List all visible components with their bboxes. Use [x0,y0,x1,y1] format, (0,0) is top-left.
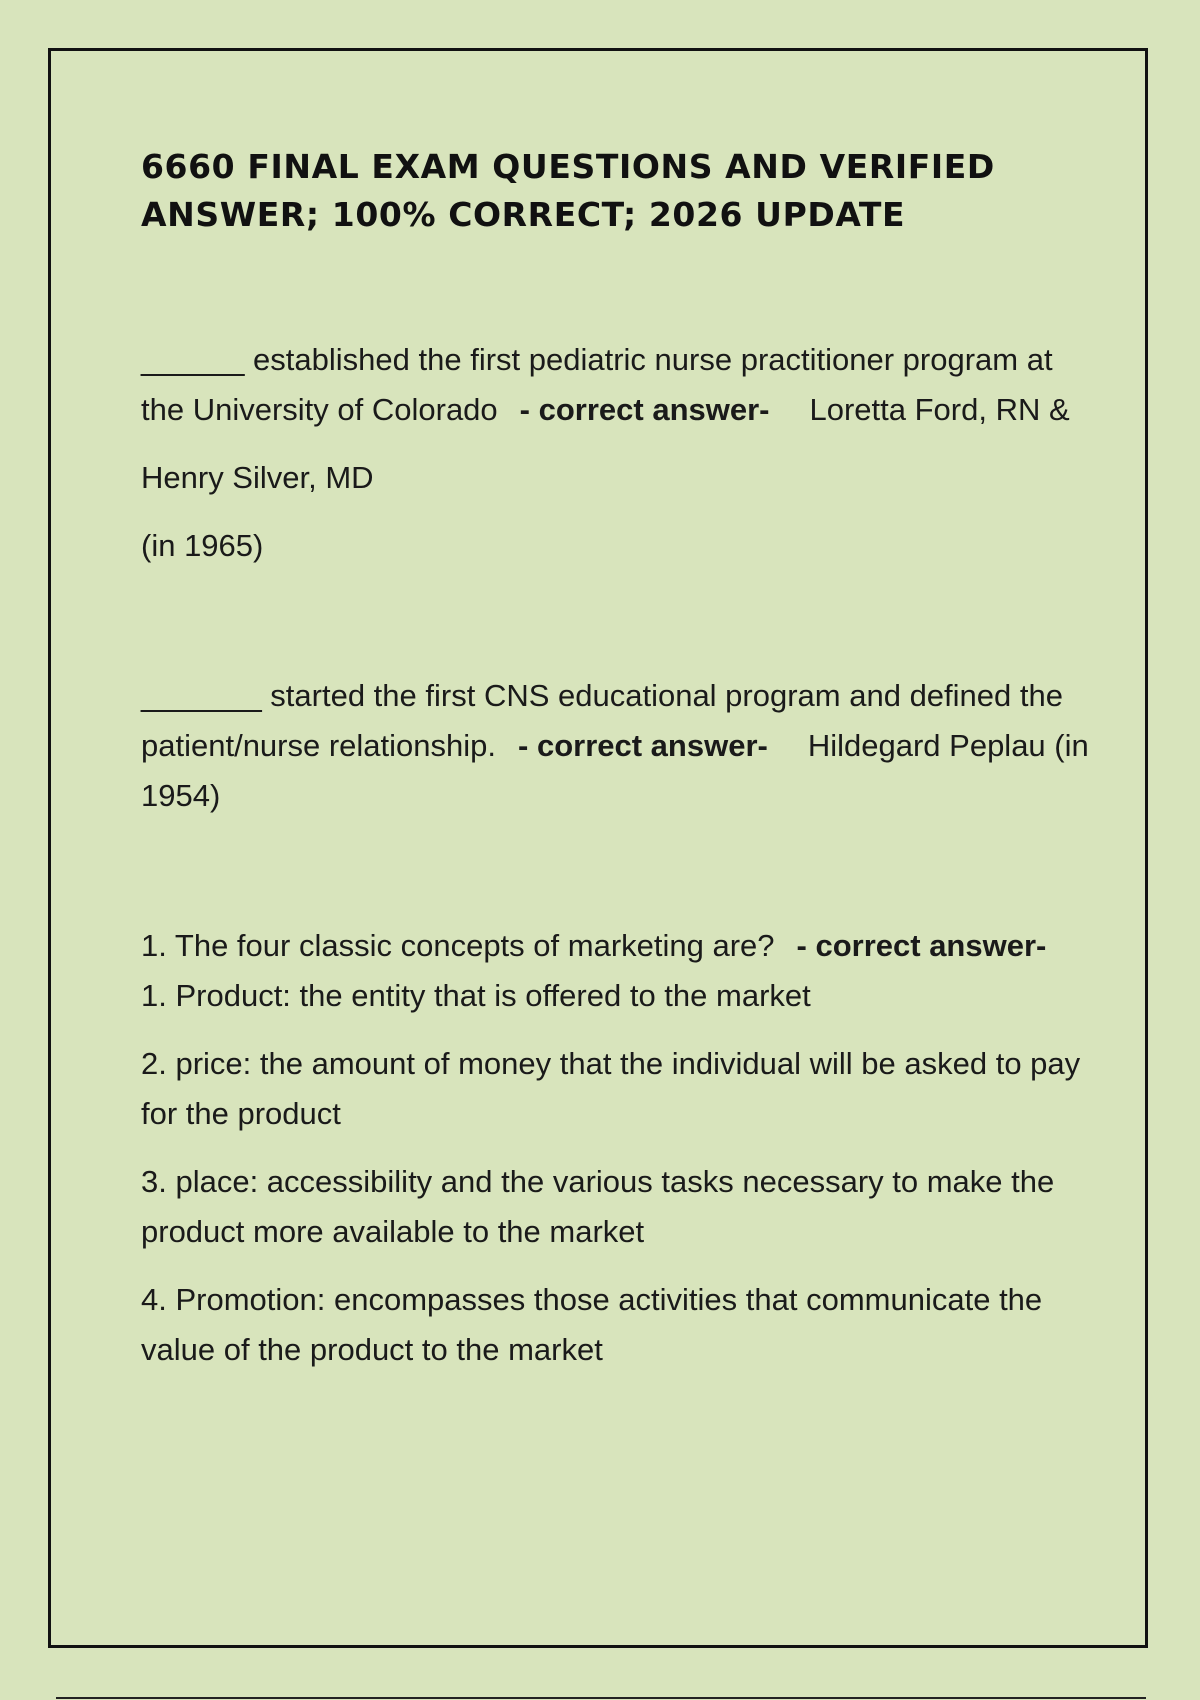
answer-text: Loretta Ford, RN & [809,392,1070,427]
question-text: _______ started the first CNS educational program and defined the patient/nurse relationship. [141,678,1063,763]
answer-label: - correct answer- [518,728,768,763]
answer-label: - correct answer- [796,928,1047,963]
question-text: 1. The four classic concepts of marketing are? [141,928,775,963]
answer-label: - correct answer- [519,392,770,427]
answer-text: Hildegard Peplau (in 1954) [141,728,1089,813]
qa-item-3 [141,921,1091,1021]
answer-line: 3. place: accessibility and the various tasks necessary to make the product more available to the market [141,1164,1055,1249]
answer-line: 4. Promotion: encompasses those activities that communicate the value of the product to the market [141,1282,1043,1367]
bottom-rule [56,1697,1146,1699]
answer-line: 2. price: the amount of money that the individual will be asked to pay for the product [141,1046,1081,1131]
answer-line: Henry Silver, MD [141,460,374,495]
page-frame [48,48,1148,1648]
qa-item-2 [141,671,1091,821]
answer-text: 1. Product: the entity that is offered to the market [141,978,811,1013]
document-content [141,143,1091,1375]
qa-item-1 [141,335,1091,435]
answer-line: (in 1965) [141,528,264,563]
question-text: ______ established the first pediatric nurse practitioner program at the University of Colorado [141,342,1053,427]
document-title: 6660 FINAL EXAM QUESTIONS AND VERIFIED ANSWER; 100% CORRECT; 2026 UPDATE [141,147,995,234]
